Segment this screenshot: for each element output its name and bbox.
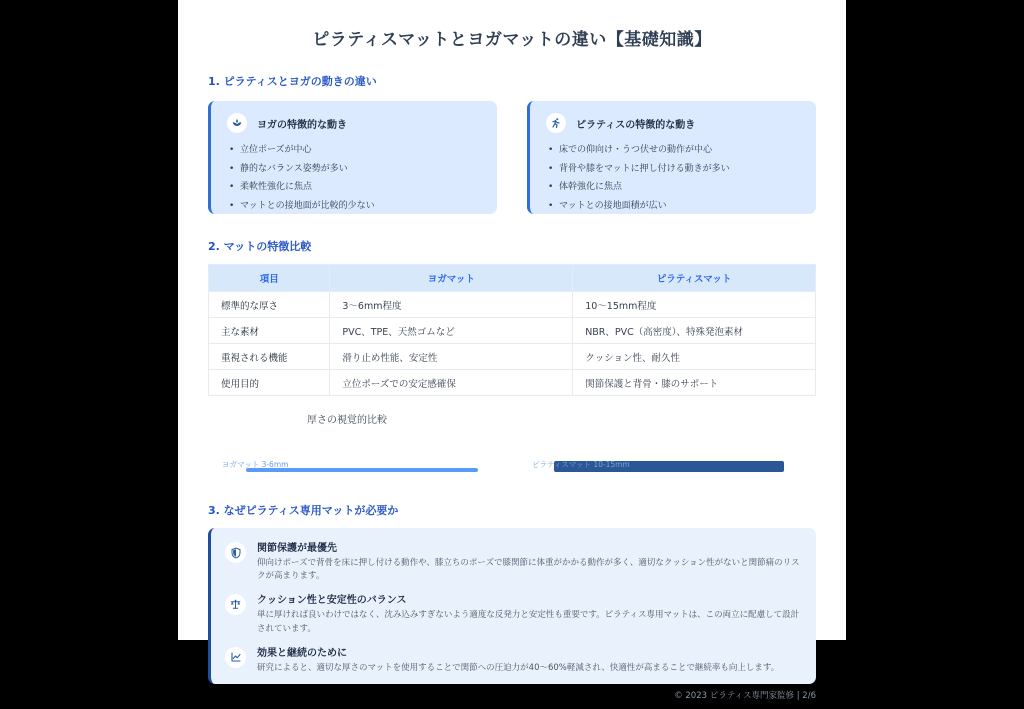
- balance-icon: [225, 594, 246, 615]
- table-row: [209, 318, 816, 344]
- table-cell: 標準的な厚さ: [209, 292, 330, 318]
- why-item-content: [257, 644, 779, 675]
- why-item-effect: [225, 644, 800, 675]
- thickness-chart: [208, 455, 816, 475]
- table-row: [209, 370, 816, 396]
- list-item: • マットとの接地面が比較的少ない: [227, 197, 483, 216]
- column-header: 項目: [209, 265, 330, 292]
- page-content: [178, 0, 846, 709]
- table-cell: 重視される機能: [209, 344, 330, 370]
- table-cell: 3〜6mm程度: [330, 292, 573, 318]
- shield-icon: [225, 542, 246, 563]
- table-cell: 主な素材: [209, 318, 330, 344]
- why-item-title: クッション性と安定性のバランス: [257, 595, 407, 607]
- why-item-text: 仰向けポーズで背骨を床に押し付ける動作や、膝立ちのポーズで膝関節に体重がかかる動作が多く、適切なクッション性がないと関節痛のリスクが高まります。: [257, 558, 800, 582]
- table-header-row: [209, 265, 816, 292]
- why-item-joint-protection: [225, 539, 800, 583]
- yoga-bar-label: ヨガマット 3-6mm: [222, 460, 289, 469]
- list-item: • マットとの接地面積が広い: [546, 197, 802, 216]
- list-item: • 床での仰向け・うつ伏せの動作が中心: [546, 141, 802, 160]
- table-cell: 立位ポーズでの安定感確保: [330, 370, 573, 396]
- list-item: • 柔軟性強化に焦点: [227, 178, 483, 197]
- list-item: • 背骨や膝をマットに押し付ける動きが多い: [546, 160, 802, 179]
- table-cell: NBR、PVC（高密度）、特殊発泡素材: [573, 318, 816, 344]
- column-header: ヨガマット: [330, 265, 573, 292]
- yoga-bar-group: [208, 455, 512, 475]
- why-item-title: 効果と継続のために: [257, 647, 347, 659]
- why-item-text: 単に厚ければ良いわけではなく、沈み込みすぎないよう適度な反発力と安定性も重要です。ピラティス専用マットは、この両立に配慮して設計されています。: [257, 610, 800, 634]
- table-cell: 使用目的: [209, 370, 330, 396]
- comparison-cards: [208, 101, 816, 214]
- table-row: [209, 344, 816, 370]
- list-item: • 立位ポーズが中心: [227, 141, 483, 160]
- page-title: ピラティスマットとヨガマットの違い【基礎知識】: [312, 30, 712, 50]
- line-chart-icon: [225, 647, 246, 668]
- pilates-bar-group: [512, 455, 816, 475]
- yoga-bullet-list: [227, 141, 483, 215]
- why-item-content: [257, 591, 800, 635]
- pilates-bullet-list: [546, 141, 802, 215]
- pilates-bar-label: ピラティスマット 10-15mm: [532, 460, 630, 469]
- yoga-card: [208, 101, 497, 214]
- table-cell: 10〜15mm程度: [573, 292, 816, 318]
- document-page: [178, 0, 846, 701]
- section2-heading: 2. マットの特徴比較: [208, 240, 312, 253]
- lotus-icon: [227, 113, 247, 133]
- pilates-card: [527, 101, 816, 214]
- table-cell: 関節保護と背骨・膝のサポート: [573, 370, 816, 396]
- runner-icon: [546, 113, 566, 133]
- column-header: ピラティスマット: [573, 265, 816, 292]
- section1-heading: 1. ピラティスとヨガの動きの違い: [208, 75, 377, 88]
- list-item: • 体幹強化に焦点: [546, 178, 802, 197]
- why-item-balance: [225, 591, 800, 635]
- list-item: • 静的なバランス姿勢が多い: [227, 160, 483, 179]
- table-cell: 滑り止め性能、安定性: [330, 344, 573, 370]
- page-footer: © 2023 ピラティス専門家監修 | 2/6: [674, 690, 816, 701]
- thickness-chart-title: 厚さの視覚的比較: [307, 415, 387, 426]
- pilates-card-title: ピラティスの特徴的な動き: [576, 119, 696, 131]
- why-item-title: 関節保護が最優先: [257, 543, 337, 554]
- yoga-card-header: [227, 113, 483, 133]
- why-needed-box: [208, 528, 816, 684]
- why-item-text: 研究によると、適切な厚さのマットを使用することで関節への圧迫力が40〜60%軽減され、快適性が高まることで継続率も向上します。: [257, 662, 780, 673]
- comparison-table: [208, 264, 816, 396]
- table-row: [209, 292, 816, 318]
- table-cell: PVC、TPE、天然ゴムなど: [330, 318, 573, 344]
- pilates-card-header: [546, 113, 802, 133]
- why-item-content: [257, 539, 800, 583]
- table-cell: クッション性、耐久性: [573, 344, 816, 370]
- yoga-card-title: ヨガの特徴的な動き: [257, 119, 347, 131]
- section3-heading: 3. なぜピラティス専用マットが必要か: [208, 504, 399, 517]
